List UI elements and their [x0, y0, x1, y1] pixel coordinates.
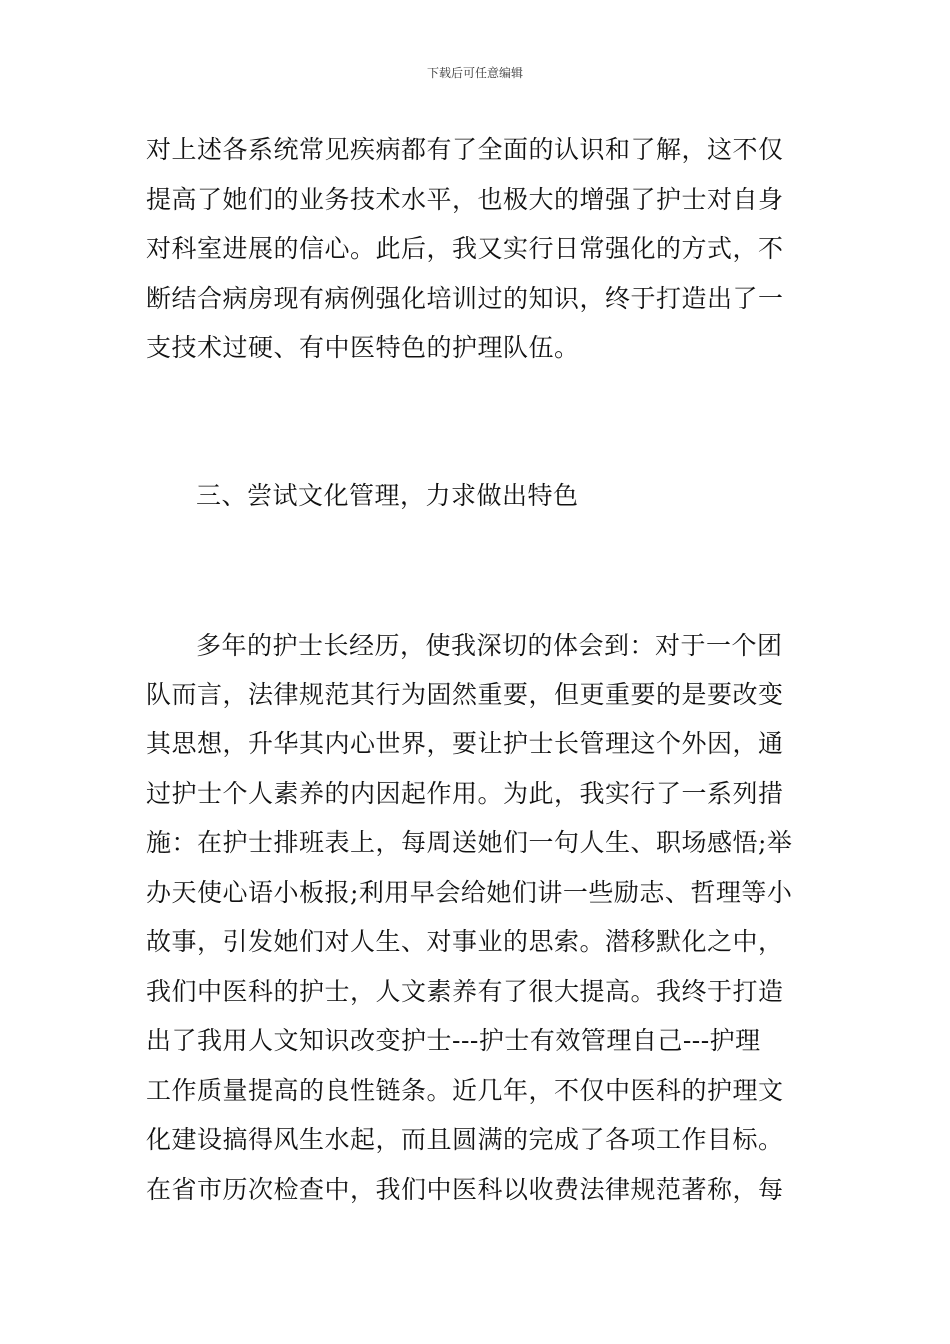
paragraph-line: 对科室进展的信心。此后，我又实行日常强化的方式，不 — [146, 234, 784, 263]
paragraph-line: 队而言，法律规范其行为固然重要，但更重要的是要改变 — [146, 680, 784, 709]
paragraph-line: 其思想，升华其内心世界，要让护士长管理这个外因，通 — [146, 729, 784, 758]
paragraph-line: 施：在护士排班表上，每周送她们一句人生、职场感悟;举 — [146, 828, 793, 857]
section-heading: 三、尝试文化管理，力求做出特色 — [196, 481, 579, 510]
page-header: 下载后可任意编辑 — [426, 66, 523, 80]
paragraph-line: 化建设搞得风生水起，而且圆满的完成了各项工作目标。 — [146, 1125, 784, 1154]
paragraph-line: 断结合病房现有病例强化培训过的知识，终于打造出了一 — [146, 284, 784, 313]
paragraph-line: 多年的护士长经历，使我深切的体会到：对于一个团 — [196, 631, 783, 660]
paragraph-line: 出了我用人文知识改变护士---护士有效管理自己---护理 — [146, 1026, 761, 1055]
paragraph-line: 提高了她们的业务技术水平，也极大的增强了护士对自身 — [146, 185, 784, 214]
paragraph-line: 过护士个人素养的内因起作用。为此，我实行了一系列措 — [146, 779, 784, 808]
paragraph-line: 办天使心语小板报;利用早会给她们讲一些励志、哲理等小 — [146, 878, 793, 907]
paragraph-line: 我们中医科的护士，人文素养有了很大提高。我终于打造 — [146, 977, 784, 1006]
paragraph-line: 故事，引发她们对人生、对事业的思索。潜移默化之中， — [146, 927, 784, 956]
paragraph-line: 支技术过硬、有中医特色的护理队伍。 — [146, 333, 580, 362]
paragraph-line: 在省市历次检查中，我们中医科以收费法律规范著称，每 — [146, 1175, 784, 1204]
paragraph-line: 对上述各系统常见疾病都有了全面的认识和了解，这不仅 — [146, 135, 784, 164]
paragraph-line: 工作质量提高的良性链条。近几年，不仅中医科的护理文 — [146, 1076, 784, 1105]
